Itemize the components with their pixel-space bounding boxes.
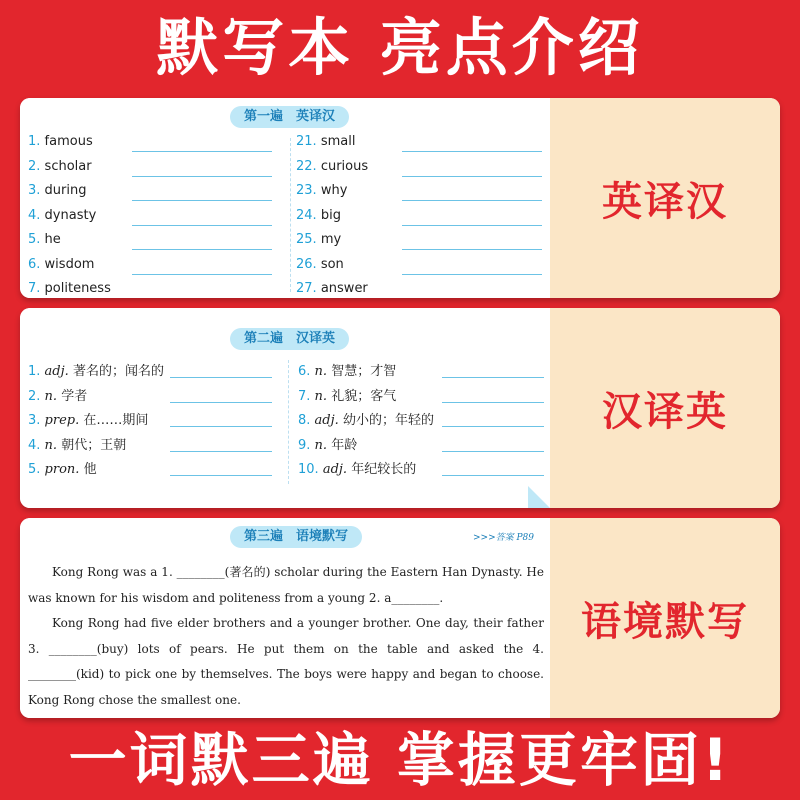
card-context-writing [20, 518, 780, 718]
part-of-speech: adj. [314, 413, 339, 428]
column-divider [290, 138, 291, 292]
answer-line [132, 225, 272, 226]
answer-line [402, 176, 542, 177]
item-word: scholar [44, 158, 92, 174]
answer-line [442, 402, 544, 403]
feature-label-panel [550, 98, 780, 298]
answer-line [402, 151, 542, 152]
answer-line [402, 200, 542, 201]
item-meaning: 在……期间 [83, 413, 149, 428]
page-curl [528, 486, 550, 508]
item-number: 24. [296, 207, 317, 223]
answer-line [442, 377, 544, 378]
item-number: 27. [296, 281, 317, 296]
item-meaning: 著名的；闻名的 [72, 364, 164, 379]
phrase-row [28, 409, 148, 431]
phrase-row [28, 385, 87, 407]
feature-label-panel [550, 518, 780, 718]
item-number: 22. [296, 158, 317, 174]
item-word: dynasty [44, 207, 97, 223]
item-number: 4. [28, 207, 41, 223]
phrase-row [28, 360, 164, 382]
passage-paragraph: Kong Rong was a 1. ________(著名的) scholar during the Eastern Han Dynasty. He was known for his wisdom and politeness from a young 2. a________. [28, 565, 544, 605]
passage-paragraph: Kong Rong had five elder brothers and a younger brother. One day, their father 3. ________(buy) lots of pears. He put them on the table and asked the 4. ________(kid) to pick one by themselves. The boys were happy and began to choose. Kong Rong chose the smallest one. [28, 616, 544, 707]
word-row [296, 257, 344, 279]
item-number: 23. [296, 183, 317, 198]
part-of-speech: n. [44, 437, 58, 453]
word-row [28, 281, 111, 298]
part-of-speech: n. [314, 388, 328, 404]
word-row [296, 208, 341, 230]
answer-line [170, 377, 272, 378]
answer-line [170, 451, 272, 452]
item-meaning: 他 [83, 462, 97, 477]
item-number: 1. [28, 364, 41, 379]
item-word: small [320, 134, 356, 149]
phrase-row [28, 458, 97, 480]
section-badge: 第二遍 汉译英 [230, 328, 349, 350]
passage-paragraph [28, 713, 544, 718]
worksheet-chinese-to-english [20, 308, 550, 508]
item-number: 5. [28, 232, 41, 247]
item-number: 1. [28, 134, 41, 149]
word-row [28, 232, 61, 254]
item-word: my [320, 232, 342, 247]
item-word: big [320, 207, 341, 223]
item-number: 26. [296, 256, 317, 272]
item-number: 5. [28, 462, 41, 477]
answer-line [132, 176, 272, 177]
answer-line [402, 274, 542, 275]
word-row [28, 183, 87, 205]
item-number: 8. [298, 413, 311, 428]
card-english-to-chinese [20, 98, 780, 298]
item-word: why [320, 183, 348, 198]
word-row [296, 232, 341, 254]
word-row [296, 159, 368, 181]
item-number: 6. [298, 364, 311, 379]
section-badge: 第一遍 英译汉 [230, 106, 349, 128]
word-row [296, 281, 368, 298]
item-number: 25. [296, 232, 317, 247]
answer-line [442, 451, 544, 452]
item-word: politeness [44, 281, 111, 296]
item-word: wisdom [44, 256, 95, 272]
item-number: 7. [298, 388, 311, 404]
word-row [296, 134, 355, 156]
feature-label-panel [550, 308, 780, 508]
item-number: 2. [28, 158, 41, 174]
item-word: son [320, 256, 344, 272]
part-of-speech: adj. [322, 462, 348, 477]
item-meaning: 礼貌；客气 [331, 388, 397, 404]
answer-line [132, 249, 272, 250]
item-meaning: 朝代；王朝 [61, 437, 127, 453]
item-word: during [44, 183, 87, 198]
item-word: curious [320, 158, 369, 174]
card-chinese-to-english [20, 308, 780, 508]
answer-line [402, 249, 542, 250]
item-meaning: 学者 [61, 388, 88, 404]
word-row [296, 183, 347, 205]
item-number: 2. [28, 388, 41, 404]
item-number: 10. [298, 462, 319, 477]
part-of-speech: n. [44, 388, 58, 404]
word-row [28, 257, 94, 279]
answer-reference: >>>答案 P89 [473, 533, 534, 543]
word-row [28, 159, 92, 181]
feature-label: 语境默写 [581, 598, 749, 645]
worksheet-context-writing [20, 518, 550, 718]
worksheet-english-to-chinese [20, 98, 550, 298]
answer-line [442, 426, 544, 427]
item-meaning: 年纪较长的 [351, 462, 417, 477]
word-row [28, 208, 96, 230]
column-divider [288, 360, 289, 484]
answer-line [170, 475, 272, 476]
item-number: 9. [298, 437, 311, 453]
answer-line [132, 200, 272, 201]
phrase-row [28, 434, 126, 456]
part-of-speech: adj. [44, 364, 69, 379]
item-number: 4. [28, 437, 41, 453]
part-of-speech: n. [314, 364, 328, 379]
part-of-speech: prep. [44, 413, 80, 428]
part-of-speech: n. [314, 437, 328, 453]
item-meaning: 智慧；才智 [331, 364, 397, 379]
phrase-row [298, 360, 396, 382]
phrase-row [298, 409, 434, 431]
item-word: answer [320, 281, 368, 296]
answer-line [402, 225, 542, 226]
feature-label: 英译汉 [602, 178, 728, 225]
answer-line [442, 475, 544, 476]
item-number: 21. [296, 134, 317, 149]
page-title: 默写本 亮点介绍 [156, 11, 644, 84]
phrase-row [298, 434, 357, 456]
phrase-row [298, 458, 416, 480]
item-meaning: 年龄 [331, 437, 358, 453]
item-number: 3. [28, 183, 41, 198]
item-meaning: 幼小的；年轻的 [342, 413, 434, 428]
feature-label: 汉译英 [602, 388, 728, 435]
item-number: 3. [28, 413, 41, 428]
answer-line [170, 426, 272, 427]
part-of-speech: pron. [44, 462, 80, 477]
answer-line [132, 274, 272, 275]
answer-line [170, 402, 272, 403]
answer-line [132, 151, 272, 152]
item-number: 7. [28, 281, 41, 296]
item-number: 6. [28, 256, 41, 272]
item-word: famous [44, 134, 93, 149]
item-word: he [44, 232, 61, 247]
footer-slogan: 一词默三遍 掌握更牢固! [68, 726, 732, 794]
word-row [28, 134, 93, 156]
phrase-row [298, 385, 396, 407]
section-badge: 第三遍 语境默写 [230, 526, 362, 548]
passage [28, 560, 544, 718]
